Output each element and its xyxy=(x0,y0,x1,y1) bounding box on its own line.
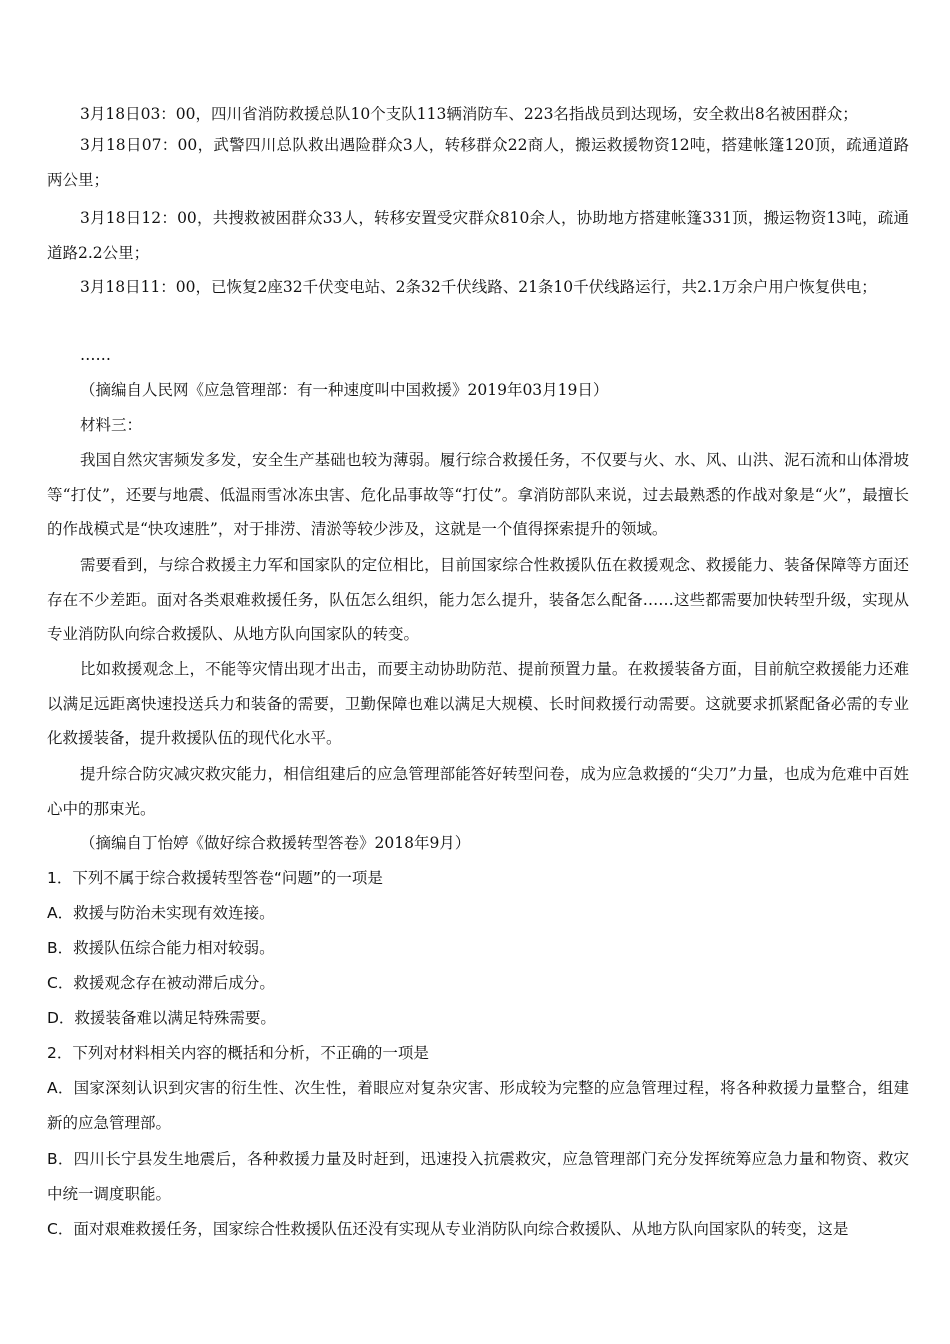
ellipsis: …… xyxy=(80,346,111,364)
material3-paragraph-3: 比如救援观念上，不能等灾情出现才出击，而要主动协助防范、提前预置力量。在救援装备方面，目前航空救援能力还难以满足远距离快速投送兵力和装备的需要，卫勤保障也难以满足大规模、长时间救援行动需要。这就要求抓紧配备必需的专业化救援装备，提升救援队伍的现代化水平。 xyxy=(47,660,909,747)
timeline-entry-3: 3月18日12：00，共搜救被困群众33人，转移安置受灾群众810余人，协助地方搭建帐篷331顶，搬运物资13吨，疏通道路2.2公里； xyxy=(47,209,909,262)
material-three-heading: 材料三： xyxy=(80,416,143,434)
q1-option-a: A．救援与防治未实现有效连接。 xyxy=(47,904,275,922)
material3-paragraph-4: 提升综合防灾减灾救灾能力，相信组建后的应急管理部能答好转型问卷，成为应急救援的“尖刀”力量，也成为危难中百姓心中的那束光。 xyxy=(47,765,909,818)
source-citation-3: （摘编自丁怡婷《做好综合救援转型答卷》2018年9月） xyxy=(80,834,471,852)
timeline-entry-4: 3月18日11：00，已恢复2座32千伏变电站、2条32千伏线路、21条10千伏线路运行，共2.1万余户用户恢复供电； xyxy=(80,278,877,296)
q2-option-c: C．面对艰难救援任务，国家综合性救援队伍还没有实现从专业消防队向综合救援队、从地方队向国家队的转变，这是 xyxy=(47,1220,849,1238)
material3-paragraph-1: 我国自然灾害频发多发，安全生产基础也较为薄弱。履行综合救援任务，不仅要与火、水、风、山洪、泥石流和山体滑坡等“打仗”，还要与地震、低温雨雪冰冻虫害、危化品事故等“打仗”。拿消防部队来说，过去最熟悉的作战对象是“火”，最擅长的作战模式是“快攻速胜”，对于排涝、清淤等较少涉及，这就是一个值得探索提升的领域。 xyxy=(47,451,909,538)
q2-option-a: A．国家深刻认识到灾害的衍生性、次生性，着眼应对复杂灾害、形成较为完整的应急管理过程，将各种救援力量整合，组建新的应急管理部。 xyxy=(47,1079,909,1132)
question-1: 1．下列不属于综合救援转型答卷“问题”的一项是 xyxy=(47,869,383,887)
q2-option-b: B．四川长宁县发生地震后，各种救援力量及时赶到，迅速投入抗震救灾，应急管理部门充分发挥统筹应急力量和物资、救灾中统一调度职能。 xyxy=(47,1150,909,1203)
timeline-entry-2: 3月18日07：00，武警四川总队救出遇险群众3人，转移群众22商人，搬运救援物资12吨，搭建帐篷120顶，疏通道路两公里； xyxy=(47,136,909,189)
q1-option-c: C．救援观念存在被动滞后成分。 xyxy=(47,974,275,992)
timeline-entry-1: 3月18日03：00，四川省消防救援总队10个支队113辆消防车、223名指战员到达现场，安全救出8名被困群众； xyxy=(80,105,858,123)
question-2: 2．下列对材料相关内容的概括和分析，不正确的一项是 xyxy=(47,1044,429,1062)
source-citation-2: （摘编自人民网《应急管理部：有一种速度叫中国救援》2019年03月19日） xyxy=(80,381,609,399)
q1-option-b: B．救援队伍综合能力相对较弱。 xyxy=(47,939,275,957)
q1-option-d: D．救援装备难以满足特殊需要。 xyxy=(47,1009,276,1027)
material3-paragraph-2: 需要看到，与综合救援主力军和国家队的定位相比，目前国家综合性救援队伍在救援观念、救援能力、装备保障等方面还存在不少差距。面对各类艰难救援任务，队伍怎么组织，能力怎么提升，装备怎么配备……这些都需要加快转型升级，实现从专业消防队向综合救援队、从地方队向国家队的转变。 xyxy=(47,556,909,643)
